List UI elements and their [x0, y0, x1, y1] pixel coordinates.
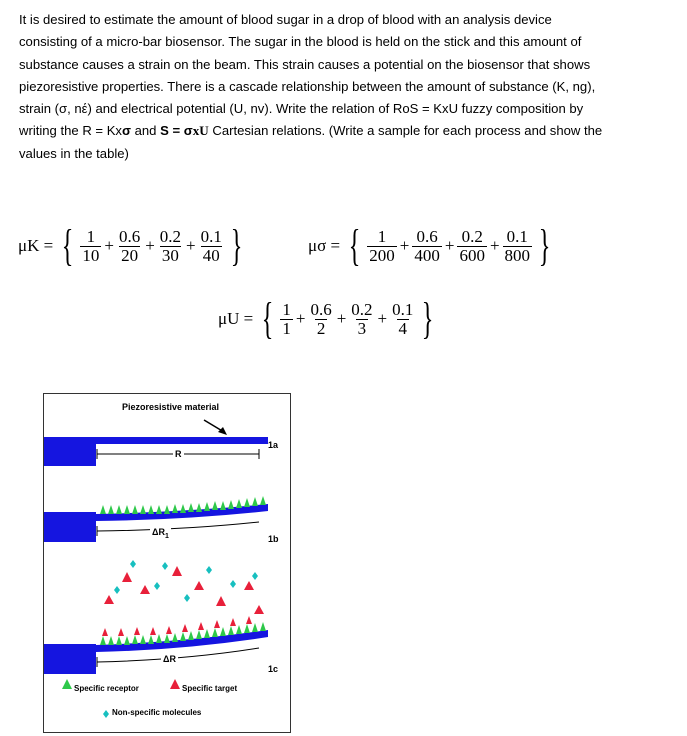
tag-1a: 1a [268, 440, 279, 450]
fraction: $\frac{0.1}{40}$ [200, 226, 222, 265]
equation-mu-sigma: μσ = { $\frac{1}{200}$ + $\frac{0.6}{400}$ + $\frac{0.2}{600}$ + $\frac{0.1}{800}$ } [308, 221, 551, 270]
tag-1c: 1c [268, 664, 279, 674]
question-line: piezoresistive properties. There is a cascade relationship between the amount of substance (K, ng), [19, 78, 596, 94]
fraction: $\frac{0.1}{4}$ [392, 299, 414, 338]
fraction: $\frac{0.1}{800}$ [504, 226, 531, 265]
fraction: $\frac{1}{1}$ [282, 299, 291, 338]
cantilever-base-1a [44, 437, 96, 466]
cantilever-base-1b [44, 512, 96, 542]
label-delta-r: ΔR [163, 654, 176, 664]
fraction: $\frac{0.6}{400}$ [414, 226, 440, 265]
question-line: strain (σ, nέ) and electrical potential (U, nv). Write the relation of RoS = KxU fuzzy composition by [19, 101, 584, 117]
fraction: $\frac{0.2}{30}$ [159, 226, 182, 265]
nonspecific-molecules [114, 560, 258, 602]
equation-label: μσ = [308, 236, 341, 255]
legend-receptor: Specific receptor [74, 684, 139, 693]
legend-target-swatch [170, 679, 180, 689]
fraction: $\frac{0.2}{600}$ [459, 226, 485, 265]
legend-target: Specific target [182, 684, 238, 693]
label-delta-r1: $\Delta R_1$ [152, 527, 169, 540]
question-line: substance causes a strain on the beam. This strain causes a potential on the biosensor that shows [19, 56, 591, 72]
fraction: $\frac{0.6}{2}$ [310, 299, 332, 338]
fraction: $\frac{0.2}{3}$ [351, 299, 373, 338]
equation-mu-u: μU = { $\frac{1}{1}$ + $\frac{0.6}{2}$ + $\frac{0.2}{3}$ + $\frac{0.1}{4}$ } [218, 294, 434, 343]
legend-nonspecific-swatch [103, 710, 109, 718]
legend-receptor-swatch [62, 679, 72, 689]
fraction: $\frac{1}{10}$ [82, 226, 100, 265]
figure-title: Piezoresistive material [122, 402, 220, 412]
cantilever-beam-1a [96, 437, 268, 444]
biosensor-diagram [44, 394, 290, 732]
question-line: writing the R = Kxσ and S = σxU Cartesian relations. (Write a sample for each process and show the [19, 123, 603, 139]
equation-label: μK = [18, 236, 54, 255]
equation-label: μU = [218, 309, 254, 328]
label-r: R [175, 449, 182, 459]
equation-mu-k: μK = { $\frac{1}{10}$ + $\frac{0.6}{20}$ + $\frac{0.2}{30}$ + $\frac{0.1}{40}$ } [18, 221, 243, 270]
biosensor-figure [43, 393, 291, 733]
target-molecules [104, 566, 264, 614]
question-text [19, 9, 669, 165]
fraction: $\frac{0.6}{20}$ [118, 226, 141, 265]
tag-1b: 1b [268, 534, 279, 544]
legend-nonspecific: Non-specific molecules [112, 708, 202, 717]
cantilever-base-1c [44, 644, 96, 674]
question-line: It is desired to estimate the amount of blood sugar in a drop of blood with an analysis device [19, 12, 552, 27]
question-line: consisting of a micro-bar biosensor. The sugar in the blood is held on the stick and this amount of [19, 34, 582, 50]
question-line: values in the table) [19, 145, 129, 161]
fraction: $\frac{1}{200}$ [369, 226, 395, 265]
